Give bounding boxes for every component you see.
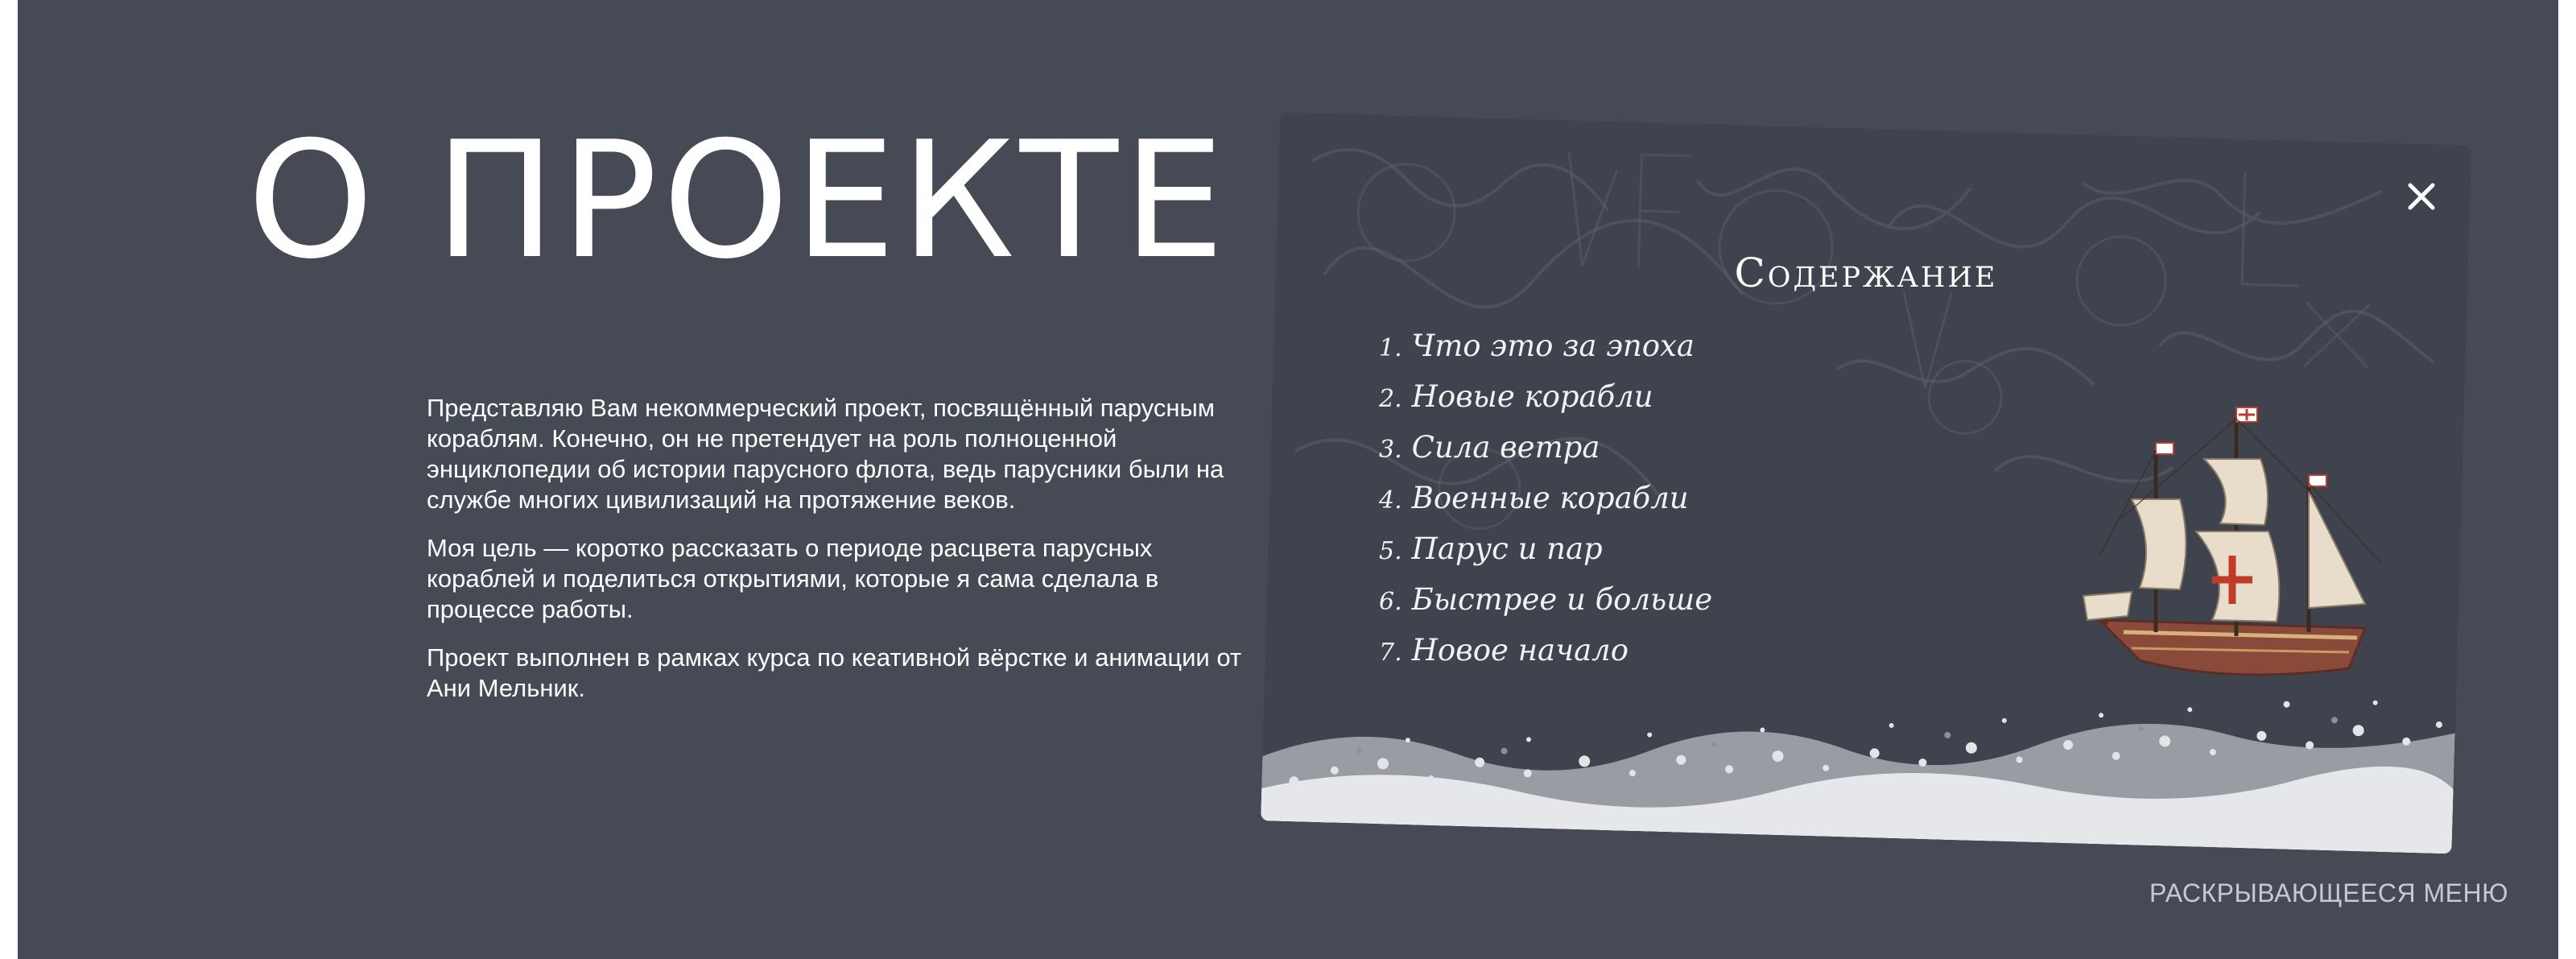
intro-paragraph-1: Представляю Вам некоммерческий проект, посвящённый парусным кораблям. Конечно, он не претендует на роль полноценной энциклопедии об истории парусного флота, ведь парусники были на службе многих цивилизаций на протяжение веков.	[427, 394, 1224, 514]
menu-item-4[interactable]: 4. Военные корабли	[1379, 481, 1689, 515]
menu-item-2[interactable]: 2. Новые корабли	[1379, 379, 1653, 414]
menu-caption: РАСКРЫВАЮЩЕЕСЯ МЕНЮ	[2149, 878, 2508, 907]
menu-item-1[interactable]: 1. Что это за эпоха	[1379, 329, 1695, 363]
menu-title: Содержание	[1734, 250, 1998, 296]
menu-item-7[interactable]: 7. Новое начало	[1379, 633, 1629, 668]
menu-content	[1270, 129, 2462, 837]
menu-item-3[interactable]: 3. Сила ветра	[1379, 430, 1600, 465]
close-icon[interactable]	[2404, 179, 2439, 214]
table-of-contents	[1379, 322, 1712, 677]
intro-text	[427, 393, 1264, 721]
page-title: О ПРОЕКТЕ	[247, 107, 1230, 295]
intro-paragraph-2: Моя цель — коротко рассказать о периоде расцвета парусных кораблей и поделиться открытиями, которые я сама сделала в процессе работы.	[427, 534, 1159, 623]
menu-card	[1261, 113, 2471, 854]
menu-item-6[interactable]: 6. Быстрее и больше	[1379, 582, 1713, 617]
menu-item-5[interactable]: 5. Парус и пар	[1379, 531, 1603, 566]
intro-paragraph-3: Проект выполнен в рамках курса по кеативной вёрстке и анимации от Ани Мельник.	[427, 643, 1242, 702]
sailing-ship-illustration	[2051, 403, 2405, 709]
